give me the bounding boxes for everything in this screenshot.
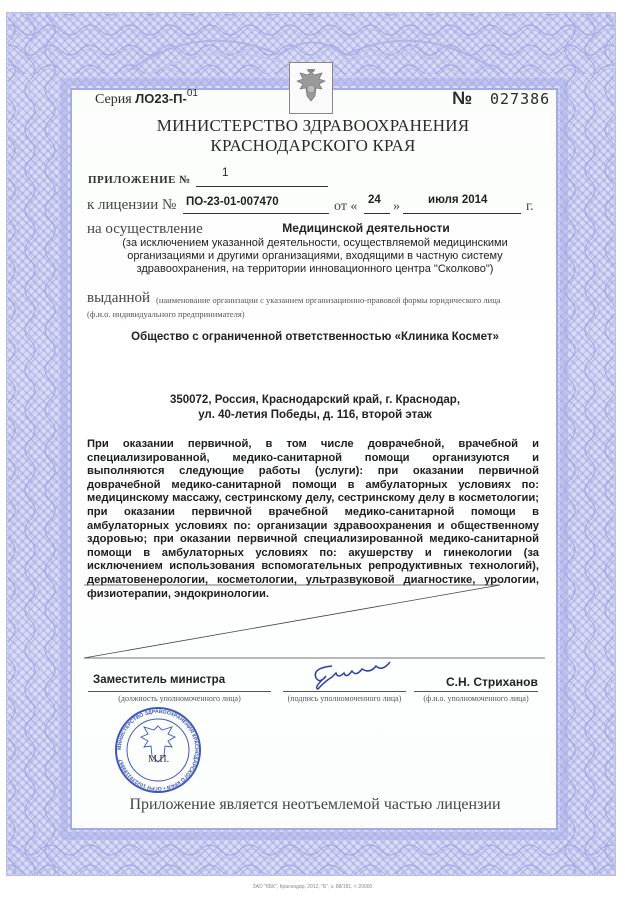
- activity-label: на осуществление: [87, 221, 203, 237]
- license-from-label: от «: [334, 199, 358, 214]
- position-line: [88, 690, 271, 692]
- series-value: ЛО23-П-: [135, 91, 187, 106]
- license-day: 24: [368, 194, 381, 206]
- ministry-line-2: КРАСНОДАРСКОГО КРАЯ: [210, 136, 416, 155]
- signer-name: С.Н. Стриханов: [446, 675, 538, 689]
- signature-caption: (подпись уполномоченного лица): [287, 694, 402, 703]
- activity-line: (за исключением указанной деятельности, осуществляемой медицинскими: [122, 237, 508, 249]
- series-label: Серия: [95, 92, 132, 107]
- ministry-line-1: МИНИСТЕРСТВО ЗДРАВООХРАНЕНИЯ: [156, 116, 470, 135]
- license-day-close: »: [393, 199, 400, 214]
- appendix-value: 1: [222, 167, 229, 179]
- signature-handwritten: [300, 660, 410, 690]
- name-line: [414, 690, 538, 692]
- address-line-1: 350072, Россия, Краснодарский край, г. Краснодар,: [169, 394, 461, 406]
- activity-title: Медицинской деятельности: [282, 221, 450, 235]
- issued-hint-1: (наименование организации с указанием организационно-правовой формы юридического лица: [156, 295, 501, 305]
- footer-statement: Приложение является неотъемлемой частью лицензии: [129, 796, 501, 813]
- issued-label: выданной: [87, 290, 151, 306]
- address-line-2: ул. 40-летия Победы, д. 116, второй этаж: [198, 409, 432, 421]
- signer-position: Заместитель министра: [93, 674, 226, 686]
- activity-line: здравоохранения, на территории инновационного центра "Сколково"): [136, 263, 494, 275]
- signature-line: [283, 690, 406, 692]
- appendix-line: [196, 172, 328, 187]
- activity-line: организациями и другими организациями, входящими в частную систему: [127, 250, 503, 262]
- number-label: №: [452, 88, 473, 108]
- z-strike-lines: [80, 584, 550, 664]
- license-number: ПО-23-01-007470: [186, 196, 279, 208]
- license-month-year: июля 2014: [428, 194, 488, 206]
- stamp-ring-text: МИНИСТЕРСТВО ЗДРАВООХРАНЕНИЯ КРАСНОДАРСКОГО КРАЯ • ОГРН 1022301189867: [116, 708, 200, 792]
- position-caption: (должность уполномоченного лица): [118, 694, 241, 703]
- license-label: к лицензии №: [87, 197, 177, 213]
- services-text: При оказании первичной, в том числе доврачебной, врачебной и специализированной, медико-санитарной помощи организуются и выполняются следующие работы (услуги): при оказании первичной доврачебной медико-санитарной помощи в амбулаторных условиях по: медицинскому массажу, сестринскому делу, сестринскому делу в косметологии; при оказании первичной врачебной медико-санитарной помощи в амбулаторных условиях по: организации здравоохранения и общественному здоровью; при оказании первичной специализированной медико-санитарной помощи в амбулаторных условиях по: акушерству и гинекологии (за исключением использования вспомогательных репродуктивных технологий), дерматовенерологии, косметологии, ультразвуковой диагностике, урологии, физиотерапии, эндокринологии.: [87, 438, 539, 600]
- russian-coat-of-arms-icon: [290, 63, 332, 113]
- stamp-mark: М.П.: [148, 754, 170, 765]
- issued-hint-2: (ф.и.о. индивидуального предпринимателя): [87, 309, 245, 319]
- organization-name: Общество с ограниченной ответственностью «Клиника Космет»: [131, 331, 499, 343]
- activity-description: [100, 237, 530, 276]
- license-year-suffix: г.: [526, 199, 534, 214]
- series: [95, 90, 198, 110]
- emblem-box: [289, 62, 333, 114]
- series-superscript: 01: [186, 88, 198, 99]
- appendix-label: ПРИЛОЖЕНИЕ №: [88, 174, 191, 186]
- number-value: 027386: [490, 90, 551, 108]
- name-caption: (ф.и.о. уполномоченного лица): [423, 694, 529, 703]
- print-info: ЗАО "КБК", Краснодар, 2012, "Б", з. 88/181, т. 20000: [252, 884, 373, 890]
- official-stamp: [104, 706, 212, 794]
